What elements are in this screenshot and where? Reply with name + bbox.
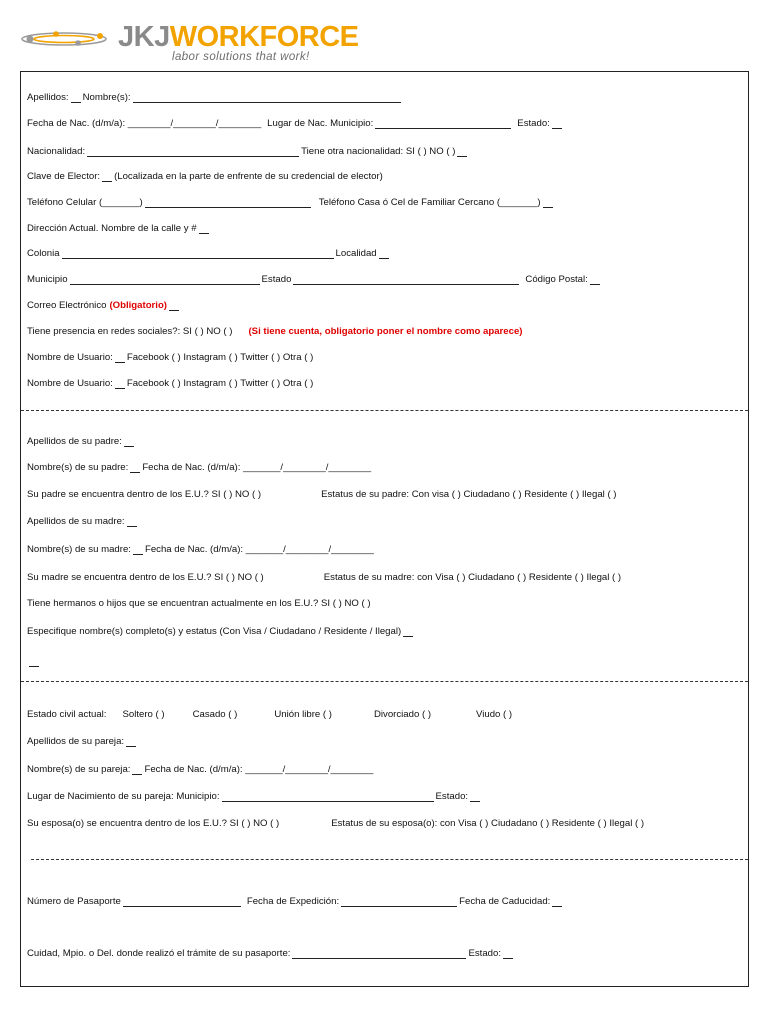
field-usuario-1[interactable] xyxy=(115,353,125,363)
label-nacionalidad: Nacionalidad: xyxy=(27,146,86,157)
field-estado-pasaporte[interactable] xyxy=(503,949,513,959)
label-especifique: Especifique nombre(s) completo(s) y estatus (Con Visa / Ciudadano / Residente / Ilegal) xyxy=(27,626,402,637)
field-direccion[interactable] xyxy=(199,224,209,234)
row-esposa-eu xyxy=(27,814,742,830)
section-divider-1 xyxy=(21,410,748,411)
field-especifique-cont[interactable] xyxy=(29,657,39,667)
field-numero-pasaporte[interactable] xyxy=(123,897,241,907)
label-nombres-padre: Nombre(s) de su padre: xyxy=(27,462,129,473)
label-lugar-nac: Lugar de Nac. Municipio: xyxy=(267,118,374,129)
row-hermanos xyxy=(27,594,742,610)
option-viudo[interactable]: Viudo ( ) xyxy=(476,709,513,720)
field-municipio[interactable] xyxy=(70,275,260,285)
field-clave-elector[interactable] xyxy=(102,172,112,182)
row-apellidos-padre xyxy=(27,432,742,448)
field-estado2[interactable] xyxy=(293,275,519,285)
logo-workforce: WORKFORCE xyxy=(169,21,359,53)
label-nombres-madre: Nombre(s) de su madre: xyxy=(27,544,131,555)
label-estatus-madre[interactable]: Estatus de su madre: con Visa ( ) Ciudadano ( ) Residente ( ) Ilegal ( ) xyxy=(323,572,622,583)
field-tel-casa[interactable] xyxy=(543,198,553,208)
logo-tagline: labor solutions that work! xyxy=(172,51,310,63)
field-ciudad-pasaporte[interactable] xyxy=(292,949,466,959)
field-nacionalidad[interactable] xyxy=(87,147,299,157)
row-usuario-2 xyxy=(27,374,742,390)
label-obligatorio: (Obligatorio) xyxy=(109,300,168,311)
field-estado-pareja[interactable] xyxy=(470,792,480,802)
label-fecha-padre[interactable]: Fecha de Nac. (d/m/a): _______/________/________ xyxy=(142,462,372,473)
field-fecha-caducidad[interactable] xyxy=(552,897,562,907)
field-estado[interactable] xyxy=(552,119,562,129)
label-estatus-esposa[interactable]: Estatus de su esposa(o): con Visa ( ) Ciudadano ( ) Residente ( ) Ilegal ( ) xyxy=(331,818,645,829)
row-usuario-1 xyxy=(27,348,742,364)
option-union-libre[interactable]: Unión libre ( ) xyxy=(274,709,332,720)
row-fecha-nac xyxy=(27,114,742,130)
field-apellidos-madre[interactable] xyxy=(127,517,137,527)
row-madre-eu xyxy=(27,568,742,584)
label-redes-opciones-2[interactable]: Facebook ( ) Instagram ( ) Twitter ( ) Otra ( ) xyxy=(126,378,314,389)
section-divider-2 xyxy=(21,681,748,682)
field-nombres-padre[interactable] xyxy=(130,463,140,473)
row-direccion xyxy=(27,219,742,235)
label-redes-opciones-1[interactable]: Facebook ( ) Instagram ( ) Twitter ( ) Otra ( ) xyxy=(126,352,314,363)
option-casado[interactable]: Casado ( ) xyxy=(192,709,238,720)
field-municipio-pareja[interactable] xyxy=(222,792,434,802)
row-colonia xyxy=(27,244,742,260)
label-estatus-padre[interactable]: Estatus de su padre: Con visa ( ) Ciudadano ( ) Residente ( ) Ilegal ( ) xyxy=(321,489,617,500)
label-clave-elector: Clave de Elector: xyxy=(27,171,101,182)
label-lugar-pareja: Lugar de Nacimiento de su pareja: Municipio: xyxy=(27,791,220,802)
label-correo: Correo Electrónico xyxy=(27,300,107,311)
field-especifique[interactable] xyxy=(403,627,413,637)
label-direccion: Dirección Actual. Nombre de la calle y # xyxy=(27,223,197,234)
row-apellidos-pareja xyxy=(27,732,742,748)
label-estado: Estado: xyxy=(517,118,550,129)
label-estado-civil: Estado civil actual: xyxy=(27,709,107,720)
label-padre-eu[interactable]: Su padre se encuentra dentro de los E.U.? SI ( ) NO ( ) xyxy=(27,489,262,500)
label-usuario-1: Nombre de Usuario: xyxy=(27,352,113,363)
label-hermanos[interactable]: Tiene hermanos o hijos que se encuentran actualmente en los E.U.? SI ( ) NO ( ) xyxy=(27,598,371,609)
row-telefono xyxy=(27,193,742,209)
label-nombres-pareja: Nombre(s) de su pareja: xyxy=(27,764,131,775)
label-fecha-nac[interactable]: Fecha de Nac. (d/m/a): ________/________/________ xyxy=(27,118,262,129)
field-nombres-madre[interactable] xyxy=(133,545,143,555)
label-madre-eu[interactable]: Su madre se encuentra dentro de los E.U.? SI ( ) NO ( ) xyxy=(27,572,264,583)
field-nombres-pareja[interactable] xyxy=(132,765,142,775)
company-logo xyxy=(20,20,359,66)
label-estado-pasaporte: Estado: xyxy=(468,948,501,959)
label-redes-note: (Si tiene cuenta, obligatorio poner el nombre como aparece) xyxy=(248,326,523,337)
label-usuario-2: Nombre de Usuario: xyxy=(27,378,113,389)
row-apellidos-madre xyxy=(27,512,742,528)
field-tel-celular[interactable] xyxy=(145,198,311,208)
label-apellidos-padre: Apellidos de su padre: xyxy=(27,436,122,447)
logo-wordmark xyxy=(118,20,359,54)
field-apellidos-padre[interactable] xyxy=(124,437,134,447)
option-divorciado[interactable]: Divorciado ( ) xyxy=(373,709,432,720)
field-localidad[interactable] xyxy=(379,249,389,259)
row-apellidos xyxy=(27,88,742,104)
label-nombres: Nombre(s): xyxy=(82,92,131,103)
orbit-logo-icon xyxy=(20,28,112,50)
row-especifique-cont xyxy=(27,652,742,668)
label-redes[interactable]: Tiene presencia en redes sociales?: SI ( ) NO ( ) xyxy=(27,326,233,337)
label-colonia: Colonia xyxy=(27,248,60,259)
label-apellidos: Apellidos: xyxy=(27,92,69,103)
label-esposa-eu[interactable]: Su esposa(o) se encuentra dentro de los E.U.? SI ( ) NO ( ) xyxy=(27,818,280,829)
field-apellidos-pareja[interactable] xyxy=(126,737,136,747)
label-municipio: Municipio xyxy=(27,274,68,285)
label-apellidos-madre: Apellidos de su madre: xyxy=(27,516,125,527)
row-nombres-pareja xyxy=(27,760,742,776)
field-otra-nacionalidad[interactable] xyxy=(457,147,467,157)
section-divider-3 xyxy=(31,859,748,860)
row-nombres-padre xyxy=(27,458,742,474)
row-padre-eu xyxy=(27,485,742,501)
row-redes xyxy=(27,322,742,338)
label-estado2: Estado xyxy=(261,274,292,285)
label-fecha-caducidad: Fecha de Caducidad: xyxy=(459,896,551,907)
label-fecha-expedicion: Fecha de Expedición: xyxy=(246,896,340,907)
field-usuario-2[interactable] xyxy=(115,379,125,389)
field-nombres[interactable] xyxy=(133,93,401,103)
label-tel-celular[interactable]: Teléfono Celular (_______) xyxy=(27,197,143,208)
option-soltero[interactable]: Soltero ( ) xyxy=(122,709,165,720)
label-tel-casa[interactable]: Teléfono Casa ó Cel de Familiar Cercano (_______) xyxy=(318,197,541,208)
label-apellidos-pareja: Apellidos de su pareja: xyxy=(27,736,125,747)
label-estado-pareja: Estado: xyxy=(435,791,469,802)
label-fecha-madre[interactable]: Fecha de Nac. (d/m/a): _______/________/________ xyxy=(144,544,374,555)
label-codigo-postal: Código Postal: xyxy=(525,274,588,285)
row-estado-civil xyxy=(27,705,742,721)
logo-jkj: JKJ xyxy=(118,21,170,53)
label-numero-pasaporte: Número de Pasaporte xyxy=(27,896,121,907)
row-municipio xyxy=(27,270,742,286)
field-fecha-expedicion[interactable] xyxy=(341,897,457,907)
row-clave-elector xyxy=(27,167,742,183)
field-correo[interactable] xyxy=(169,301,179,311)
application-form xyxy=(20,71,749,987)
row-pasaporte xyxy=(27,892,742,908)
row-nacionalidad xyxy=(27,142,742,158)
field-codigo-postal[interactable] xyxy=(590,275,600,285)
row-correo xyxy=(27,296,742,312)
row-especifique xyxy=(27,622,742,638)
label-ciudad-pasaporte: Cuidad, Mpio. o Del. donde realizó el trámite de su pasaporte: xyxy=(27,948,291,959)
field-apellidos[interactable] xyxy=(71,93,81,103)
label-clave-note: (Localizada en la parte de enfrente de su credencial de elector) xyxy=(114,171,383,182)
field-colonia[interactable] xyxy=(62,249,334,259)
label-localidad: Localidad xyxy=(335,248,377,259)
row-ciudad-pasaporte xyxy=(27,944,742,960)
field-lugar-nac[interactable] xyxy=(375,119,511,129)
row-lugar-pareja xyxy=(27,787,742,803)
label-otra-nacionalidad[interactable]: Tiene otra nacionalidad: SI ( ) NO ( ) xyxy=(301,146,456,157)
row-nombres-madre xyxy=(27,540,742,556)
label-fecha-pareja[interactable]: Fecha de Nac. (d/m/a): _______/________/________ xyxy=(144,764,374,775)
